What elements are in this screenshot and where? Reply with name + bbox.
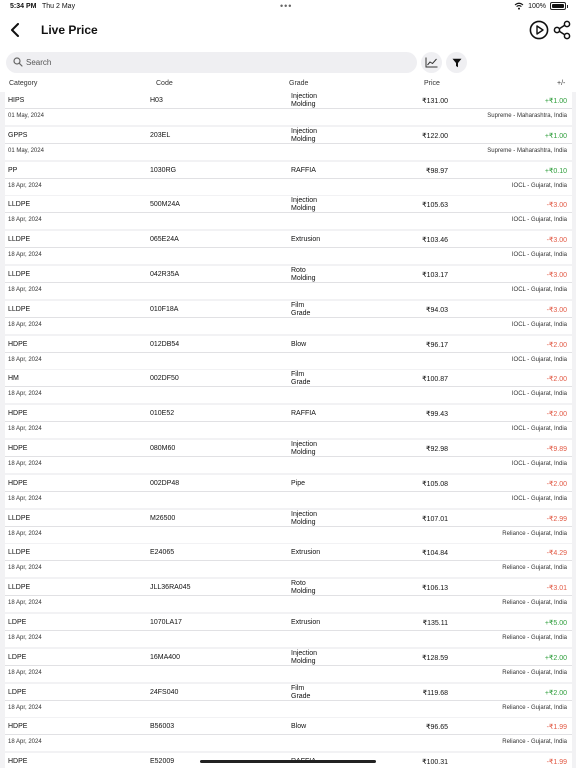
row-date: 18 Apr, 2024 bbox=[8, 565, 42, 572]
row-category: LLDPE bbox=[8, 271, 31, 278]
row-grade: Blow bbox=[291, 340, 307, 348]
status-time: 5:34 PM bbox=[10, 3, 37, 10]
search-bar[interactable] bbox=[6, 52, 417, 73]
status-date: Thu 2 May bbox=[42, 3, 76, 10]
home-indicator[interactable] bbox=[200, 760, 376, 763]
row-date: 18 Apr, 2024 bbox=[8, 530, 42, 537]
price-row[interactable] bbox=[5, 301, 572, 334]
column-header-grade: Grade bbox=[289, 80, 309, 87]
row-category: LLDPE bbox=[8, 514, 31, 522]
row-date: 18 Apr, 2024 bbox=[8, 635, 42, 641]
row-code: 010E52 bbox=[150, 410, 175, 418]
row-code: 080M60 bbox=[150, 445, 176, 452]
row-price: ₹103.17 bbox=[422, 272, 448, 279]
row-grade: Film Grade bbox=[291, 301, 311, 317]
table-header bbox=[0, 78, 576, 92]
row-date: 18 Apr, 2024 bbox=[8, 461, 42, 467]
row-source: Reliance - Gujarat, India bbox=[502, 565, 567, 572]
row-price: ₹128.59 bbox=[422, 654, 448, 662]
price-row[interactable] bbox=[5, 336, 572, 369]
row-change: +₹2.00 bbox=[544, 689, 567, 697]
price-row[interactable] bbox=[5, 162, 572, 195]
price-row[interactable] bbox=[5, 127, 572, 160]
row-code: E52009 bbox=[150, 758, 175, 766]
row-category: HIPS bbox=[8, 97, 25, 104]
battery-fill bbox=[552, 4, 564, 8]
price-row[interactable] bbox=[5, 718, 572, 751]
row-code: 203EL bbox=[150, 131, 171, 139]
row-date: 01 May, 2024 bbox=[8, 147, 44, 154]
row-code: 042R35A bbox=[150, 271, 180, 278]
row-category: LLDPE bbox=[8, 305, 31, 313]
row-code: 010F18A bbox=[150, 305, 179, 313]
row-grade: Blow bbox=[291, 723, 307, 731]
row-grade: Film Grade bbox=[291, 371, 311, 387]
battery-icon bbox=[550, 2, 566, 10]
row-source: Reliance - Gujarat, India bbox=[502, 635, 567, 641]
price-row[interactable] bbox=[5, 544, 572, 577]
row-source: Supreme - Maharashtra, India bbox=[487, 147, 567, 154]
row-price: ₹99.43 bbox=[426, 411, 448, 419]
row-date: 18 Apr, 2024 bbox=[8, 600, 42, 607]
price-row[interactable] bbox=[5, 649, 572, 682]
search-input[interactable] bbox=[26, 55, 406, 70]
row-category: LDPE bbox=[8, 653, 27, 661]
row-code: JLL36RA045 bbox=[150, 584, 191, 592]
status-right bbox=[514, 2, 566, 10]
row-source: IOCL - Gujarat, India bbox=[511, 182, 567, 189]
row-category: LDPE bbox=[8, 688, 27, 696]
row-source: IOCL - Gujarat, India bbox=[511, 252, 567, 259]
chart-button[interactable] bbox=[421, 52, 442, 73]
row-source: Reliance - Gujarat, India bbox=[502, 530, 567, 537]
row-date: 18 Apr, 2024 bbox=[8, 669, 42, 676]
row-change: +₹1.00 bbox=[544, 132, 567, 140]
row-grade: Injection Molding bbox=[291, 93, 318, 108]
row-grade: RAFFIA bbox=[291, 166, 316, 174]
chevron-left-icon bbox=[10, 23, 20, 37]
row-source: IOCL - Gujarat, India bbox=[511, 217, 567, 224]
row-source: Supreme - Maharashtra, India bbox=[487, 113, 567, 119]
filter-icon bbox=[452, 58, 462, 68]
wifi-icon bbox=[514, 2, 524, 10]
price-row[interactable] bbox=[5, 614, 572, 647]
row-date: 18 Apr, 2024 bbox=[8, 704, 42, 711]
row-price: ₹119.68 bbox=[422, 689, 448, 697]
row-change: -₹4.29 bbox=[546, 550, 567, 558]
row-price: ₹103.46 bbox=[422, 237, 448, 245]
row-source: IOCL - Gujarat, India bbox=[511, 321, 567, 328]
row-category: LLDPE bbox=[8, 584, 31, 592]
row-date: 18 Apr, 2024 bbox=[8, 739, 42, 746]
row-grade: RAFFIA bbox=[291, 410, 316, 418]
price-row[interactable] bbox=[5, 405, 572, 438]
row-code: 012DB54 bbox=[150, 340, 180, 348]
row-code: 24FS040 bbox=[150, 688, 179, 696]
row-category: LLDPE bbox=[8, 201, 31, 209]
row-date: 18 Apr, 2024 bbox=[8, 426, 42, 433]
row-grade: Pipe bbox=[291, 479, 306, 487]
row-date: 18 Apr, 2024 bbox=[8, 252, 42, 259]
row-price: ₹135.11 bbox=[422, 620, 448, 627]
row-source: IOCL - Gujarat, India bbox=[511, 287, 567, 293]
row-category: GPPS bbox=[8, 131, 28, 139]
row-change: +₹1.00 bbox=[544, 98, 567, 105]
row-code: 1070LA17 bbox=[150, 619, 182, 626]
row-change: -₹3.00 bbox=[546, 237, 567, 245]
row-grade: Extrusion bbox=[291, 619, 321, 626]
play-button[interactable] bbox=[529, 20, 549, 40]
row-date: 18 Apr, 2024 bbox=[8, 182, 42, 189]
row-price: ₹105.63 bbox=[422, 202, 448, 210]
row-grade: Extrusion bbox=[291, 236, 321, 244]
price-row[interactable] bbox=[5, 684, 572, 717]
row-category: LDPE bbox=[8, 619, 27, 626]
price-row[interactable] bbox=[5, 92, 572, 125]
row-price: ₹100.87 bbox=[422, 376, 448, 384]
row-grade: Roto Molding bbox=[291, 580, 316, 596]
row-code: E24065 bbox=[150, 549, 175, 557]
row-source: Reliance - Gujarat, India bbox=[502, 669, 567, 676]
row-source: IOCL - Gujarat, India bbox=[511, 356, 567, 363]
row-code: 500M24A bbox=[150, 201, 180, 209]
row-change: -₹3.00 bbox=[546, 272, 567, 279]
price-row[interactable] bbox=[5, 370, 572, 403]
multitasking-dots[interactable]: ••• bbox=[280, 1, 293, 11]
row-price: ₹122.00 bbox=[422, 132, 448, 140]
row-change: -₹1.99 bbox=[546, 724, 567, 732]
row-change: -₹2.00 bbox=[546, 480, 567, 488]
row-source: IOCL - Gujarat, India bbox=[511, 391, 567, 398]
price-row[interactable] bbox=[5, 579, 572, 612]
row-price: ₹96.17 bbox=[426, 341, 448, 349]
row-grade: Injection Molding bbox=[291, 510, 318, 526]
row-grade: Injection Molding bbox=[291, 441, 318, 456]
row-change: -₹2.00 bbox=[546, 341, 567, 349]
row-date: 18 Apr, 2024 bbox=[8, 217, 42, 224]
row-source: Reliance - Gujarat, India bbox=[502, 739, 567, 746]
row-price: ₹104.84 bbox=[422, 550, 448, 558]
price-row[interactable] bbox=[5, 475, 572, 508]
row-category: LLDPE bbox=[8, 549, 31, 557]
row-date: 18 Apr, 2024 bbox=[8, 356, 42, 363]
line-chart-icon bbox=[425, 57, 438, 68]
row-grade: Injection Molding bbox=[291, 127, 318, 143]
row-date: 18 Apr, 2024 bbox=[8, 321, 42, 328]
row-change: -₹9.89 bbox=[546, 446, 567, 453]
row-date: 18 Apr, 2024 bbox=[8, 287, 42, 293]
row-source: Reliance - Gujarat, India bbox=[502, 704, 567, 711]
row-change: +₹5.00 bbox=[544, 620, 567, 627]
row-price: ₹96.65 bbox=[426, 724, 448, 732]
row-code: 002DP48 bbox=[150, 479, 180, 487]
row-category: HDPE bbox=[8, 758, 28, 766]
header bbox=[0, 14, 576, 46]
row-change: -₹3.01 bbox=[546, 585, 567, 593]
row-price: ₹100.31 bbox=[422, 759, 448, 767]
price-row[interactable] bbox=[5, 196, 572, 229]
row-change: -₹2.99 bbox=[546, 515, 567, 523]
row-date: 18 Apr, 2024 bbox=[8, 391, 42, 398]
row-source: IOCL - Gujarat, India bbox=[511, 461, 567, 467]
price-list[interactable] bbox=[0, 92, 576, 768]
price-row[interactable] bbox=[5, 266, 572, 299]
status-bar bbox=[0, 0, 576, 14]
column-header-price: Price bbox=[424, 80, 440, 87]
row-source: IOCL - Gujarat, India bbox=[511, 495, 567, 502]
row-category: HDPE bbox=[8, 445, 28, 452]
battery-percent: 100% bbox=[528, 2, 546, 10]
play-circle-icon bbox=[529, 20, 549, 40]
row-category: LLDPE bbox=[8, 236, 31, 244]
row-code: B56003 bbox=[150, 723, 175, 731]
row-price: ₹94.03 bbox=[426, 306, 448, 314]
page-title: Live Price bbox=[41, 23, 98, 37]
row-category: HDPE bbox=[8, 410, 28, 418]
column-header-category: Category bbox=[9, 80, 38, 87]
row-change: -₹2.00 bbox=[546, 411, 567, 419]
row-change: -₹3.00 bbox=[546, 202, 567, 210]
row-code: M26500 bbox=[150, 514, 176, 522]
row-category: PP bbox=[8, 166, 18, 174]
row-source: Reliance - Gujarat, India bbox=[502, 600, 567, 607]
row-code: 1030RG bbox=[150, 166, 177, 174]
row-code: 065E24A bbox=[150, 236, 179, 244]
row-grade: Roto Molding bbox=[291, 267, 316, 282]
row-grade: Extrusion bbox=[291, 549, 321, 557]
row-category: HM bbox=[8, 375, 19, 383]
row-category: HDPE bbox=[8, 479, 28, 487]
price-row[interactable] bbox=[5, 510, 572, 543]
row-source: IOCL - Gujarat, India bbox=[511, 426, 567, 433]
row-code: H03 bbox=[150, 97, 163, 104]
row-price: ₹92.98 bbox=[426, 446, 448, 453]
share-button[interactable] bbox=[553, 20, 571, 40]
search-icon bbox=[13, 57, 23, 67]
row-grade: Injection Molding bbox=[291, 649, 318, 665]
price-row[interactable] bbox=[5, 440, 572, 473]
row-change: -₹3.00 bbox=[546, 306, 567, 314]
row-change: -₹2.00 bbox=[546, 376, 567, 384]
share-icon bbox=[553, 20, 571, 40]
row-price: ₹105.08 bbox=[422, 480, 448, 488]
row-change: +₹2.00 bbox=[544, 654, 567, 662]
row-date: 01 May, 2024 bbox=[8, 113, 44, 119]
row-category: HDPE bbox=[8, 723, 28, 731]
row-change: -₹1.99 bbox=[546, 759, 567, 767]
row-price: ₹106.13 bbox=[422, 585, 448, 593]
filter-button[interactable] bbox=[446, 52, 467, 73]
row-price: ₹107.01 bbox=[422, 515, 448, 523]
row-date: 18 Apr, 2024 bbox=[8, 495, 42, 502]
column-header-code: Code bbox=[156, 80, 173, 87]
row-price: ₹131.00 bbox=[422, 98, 448, 105]
row-grade: Film Grade bbox=[291, 684, 311, 700]
row-code: 16MA400 bbox=[150, 653, 180, 661]
column-header-change: +/- bbox=[557, 80, 566, 87]
row-change: +₹0.10 bbox=[544, 167, 567, 175]
price-row[interactable] bbox=[5, 231, 572, 264]
row-code: 002DF50 bbox=[150, 375, 179, 383]
row-grade: Injection Molding bbox=[291, 197, 318, 213]
row-category: HDPE bbox=[8, 340, 28, 348]
back-button[interactable] bbox=[6, 20, 24, 40]
row-price: ₹98.97 bbox=[426, 167, 448, 175]
